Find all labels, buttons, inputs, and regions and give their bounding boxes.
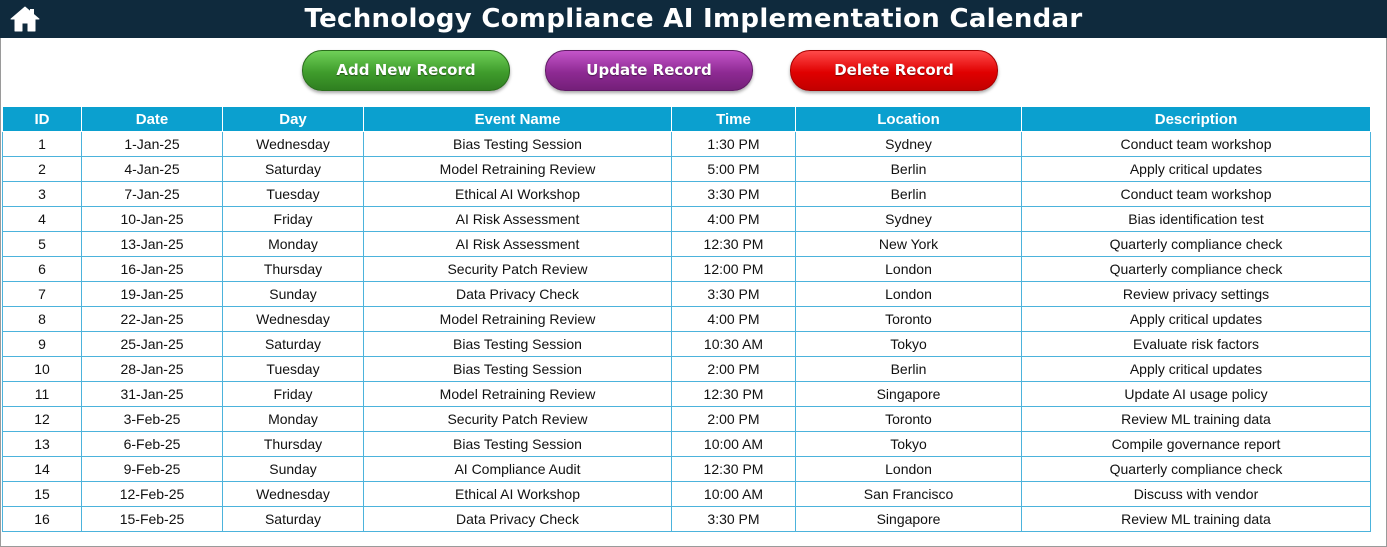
- cell-time[interactable]: 2:00 PM: [672, 357, 796, 382]
- update-record-button[interactable]: Update Record: [545, 50, 753, 91]
- cell-id[interactable]: 6: [3, 257, 82, 282]
- table-body: [3, 132, 1371, 532]
- cell-description[interactable]: Quarterly compliance check: [1022, 457, 1371, 482]
- cell-id[interactable]: 10: [3, 357, 82, 382]
- cell-location[interactable]: Singapore: [796, 507, 1022, 532]
- cell-description[interactable]: Conduct team workshop: [1022, 182, 1371, 207]
- cell-day[interactable]: Thursday: [223, 432, 364, 457]
- cell-day[interactable]: Thursday: [223, 257, 364, 282]
- cell-location[interactable]: Berlin: [796, 182, 1022, 207]
- cell-location[interactable]: Sydney: [796, 207, 1022, 232]
- cell-description[interactable]: Quarterly compliance check: [1022, 232, 1371, 257]
- cell-time[interactable]: 10:00 AM: [672, 482, 796, 507]
- cell-day[interactable]: Wednesday: [223, 482, 364, 507]
- cell-location[interactable]: Singapore: [796, 382, 1022, 407]
- cell-day[interactable]: Saturday: [223, 157, 364, 182]
- title-bar: [0, 0, 1387, 38]
- cell-day[interactable]: Friday: [223, 382, 364, 407]
- cell-location[interactable]: Berlin: [796, 157, 1022, 182]
- cell-day[interactable]: Tuesday: [223, 357, 364, 382]
- cell-id[interactable]: 9: [3, 332, 82, 357]
- cell-date[interactable]: 28-Jan-25: [82, 357, 223, 382]
- cell-time[interactable]: 1:30 PM: [672, 132, 796, 157]
- page-title: Technology Compliance AI Implementation Calendar: [304, 4, 1083, 34]
- column-header-day[interactable]: Day: [223, 107, 364, 132]
- cell-id[interactable]: 5: [3, 232, 82, 257]
- cell-time[interactable]: 10:00 AM: [672, 432, 796, 457]
- cell-location[interactable]: London: [796, 282, 1022, 307]
- cell-day[interactable]: Saturday: [223, 332, 364, 357]
- cell-event-name[interactable]: Model Retraining Review: [364, 157, 672, 182]
- cell-location[interactable]: Toronto: [796, 407, 1022, 432]
- delete-record-button[interactable]: Delete Record: [790, 50, 998, 91]
- cell-id[interactable]: 1: [3, 132, 82, 157]
- cell-description[interactable]: Apply critical updates: [1022, 157, 1371, 182]
- table-row[interactable]: [3, 332, 1371, 357]
- cell-date[interactable]: 19-Jan-25: [82, 282, 223, 307]
- column-header-time[interactable]: Time: [672, 107, 796, 132]
- cell-day[interactable]: Tuesday: [223, 182, 364, 207]
- cell-event-name[interactable]: AI Compliance Audit: [364, 457, 672, 482]
- cell-id[interactable]: 16: [3, 507, 82, 532]
- cell-time[interactable]: 12:30 PM: [672, 457, 796, 482]
- column-header-date[interactable]: Date: [82, 107, 223, 132]
- column-header-description[interactable]: Description: [1022, 107, 1371, 132]
- cell-id[interactable]: 2: [3, 157, 82, 182]
- cell-location[interactable]: London: [796, 457, 1022, 482]
- table-row[interactable]: [3, 382, 1371, 407]
- home-button[interactable]: [8, 4, 42, 34]
- cell-day[interactable]: Wednesday: [223, 307, 364, 332]
- table-row[interactable]: [3, 357, 1371, 382]
- cell-time[interactable]: 3:30 PM: [672, 182, 796, 207]
- column-header-event-name[interactable]: Event Name: [364, 107, 672, 132]
- table-row[interactable]: [3, 307, 1371, 332]
- table-row[interactable]: [3, 257, 1371, 282]
- cell-id[interactable]: 8: [3, 307, 82, 332]
- cell-time[interactable]: 3:30 PM: [672, 282, 796, 307]
- table-row[interactable]: [3, 457, 1371, 482]
- cell-id[interactable]: 4: [3, 207, 82, 232]
- table-row[interactable]: [3, 182, 1371, 207]
- cell-date[interactable]: 22-Jan-25: [82, 307, 223, 332]
- cell-time[interactable]: 12:00 PM: [672, 257, 796, 282]
- cell-date[interactable]: 16-Jan-25: [82, 257, 223, 282]
- cell-description[interactable]: Quarterly compliance check: [1022, 257, 1371, 282]
- cell-location[interactable]: Tokyo: [796, 332, 1022, 357]
- cell-id[interactable]: 14: [3, 457, 82, 482]
- cell-date[interactable]: 13-Jan-25: [82, 232, 223, 257]
- cell-location[interactable]: Berlin: [796, 357, 1022, 382]
- cell-date[interactable]: 25-Jan-25: [82, 332, 223, 357]
- cell-date[interactable]: 7-Jan-25: [82, 182, 223, 207]
- cell-time[interactable]: 4:00 PM: [672, 207, 796, 232]
- table-row[interactable]: [3, 407, 1371, 432]
- column-header-id[interactable]: ID: [3, 107, 82, 132]
- cell-id[interactable]: 13: [3, 432, 82, 457]
- cell-location[interactable]: Tokyo: [796, 432, 1022, 457]
- cell-description[interactable]: Evaluate risk factors: [1022, 332, 1371, 357]
- cell-event-name[interactable]: Bias Testing Session: [364, 357, 672, 382]
- cell-location[interactable]: Toronto: [796, 307, 1022, 332]
- cell-description[interactable]: Discuss with vendor: [1022, 482, 1371, 507]
- cell-time[interactable]: 3:30 PM: [672, 507, 796, 532]
- cell-day[interactable]: Sunday: [223, 282, 364, 307]
- cell-date[interactable]: 1-Jan-25: [82, 132, 223, 157]
- cell-time[interactable]: 2:00 PM: [672, 407, 796, 432]
- cell-day[interactable]: Monday: [223, 407, 364, 432]
- cell-day[interactable]: Sunday: [223, 457, 364, 482]
- records-table: [2, 106, 1371, 532]
- table-row[interactable]: [3, 482, 1371, 507]
- table-row[interactable]: [3, 282, 1371, 307]
- cell-date[interactable]: 6-Feb-25: [82, 432, 223, 457]
- cell-event-name[interactable]: Data Privacy Check: [364, 507, 672, 532]
- cell-id[interactable]: 3: [3, 182, 82, 207]
- cell-description[interactable]: Bias identification test: [1022, 207, 1371, 232]
- table-row[interactable]: [3, 207, 1371, 232]
- cell-date[interactable]: 12-Feb-25: [82, 482, 223, 507]
- cell-description[interactable]: Compile governance report: [1022, 432, 1371, 457]
- cell-time[interactable]: 4:00 PM: [672, 307, 796, 332]
- cell-date[interactable]: 10-Jan-25: [82, 207, 223, 232]
- cell-id[interactable]: 15: [3, 482, 82, 507]
- home-icon: [8, 4, 42, 34]
- cell-date[interactable]: 15-Feb-25: [82, 507, 223, 532]
- cell-location[interactable]: New York: [796, 232, 1022, 257]
- cell-location[interactable]: San Francisco: [796, 482, 1022, 507]
- cell-location[interactable]: Sydney: [796, 132, 1022, 157]
- cell-time[interactable]: 5:00 PM: [672, 157, 796, 182]
- table-row[interactable]: [3, 432, 1371, 457]
- cell-location[interactable]: London: [796, 257, 1022, 282]
- cell-day[interactable]: Friday: [223, 207, 364, 232]
- cell-event-name[interactable]: Data Privacy Check: [364, 282, 672, 307]
- column-header-location[interactable]: Location: [796, 107, 1022, 132]
- cell-day[interactable]: Monday: [223, 232, 364, 257]
- add-new-record-button[interactable]: Add New Record: [302, 50, 510, 91]
- table-header-row: [3, 107, 1371, 132]
- cell-description[interactable]: Review privacy settings: [1022, 282, 1371, 307]
- table-row[interactable]: [3, 132, 1371, 157]
- cell-description[interactable]: Update AI usage policy: [1022, 382, 1371, 407]
- cell-event-name[interactable]: Bias Testing Session: [364, 432, 672, 457]
- cell-event-name[interactable]: Ethical AI Workshop: [364, 182, 672, 207]
- cell-event-name[interactable]: Security Patch Review: [364, 257, 672, 282]
- cell-event-name[interactable]: AI Risk Assessment: [364, 232, 672, 257]
- cell-id[interactable]: 12: [3, 407, 82, 432]
- cell-event-name[interactable]: AI Risk Assessment: [364, 207, 672, 232]
- cell-event-name[interactable]: Ethical AI Workshop: [364, 482, 672, 507]
- cell-event-name[interactable]: Model Retraining Review: [364, 382, 672, 407]
- cell-date[interactable]: 4-Jan-25: [82, 157, 223, 182]
- cell-time[interactable]: 10:30 AM: [672, 332, 796, 357]
- cell-date[interactable]: 9-Feb-25: [82, 457, 223, 482]
- cell-date[interactable]: 3-Feb-25: [82, 407, 223, 432]
- cell-event-name[interactable]: Bias Testing Session: [364, 332, 672, 357]
- cell-id[interactable]: 11: [3, 382, 82, 407]
- cell-description[interactable]: Apply critical updates: [1022, 307, 1371, 332]
- table-row[interactable]: [3, 232, 1371, 257]
- table-row[interactable]: [3, 157, 1371, 182]
- cell-description[interactable]: Review ML training data: [1022, 507, 1371, 532]
- cell-description[interactable]: Conduct team workshop: [1022, 132, 1371, 157]
- cell-event-name[interactable]: Bias Testing Session: [364, 132, 672, 157]
- cell-time[interactable]: 12:30 PM: [672, 382, 796, 407]
- cell-date[interactable]: 31-Jan-25: [82, 382, 223, 407]
- cell-id[interactable]: 7: [3, 282, 82, 307]
- cell-event-name[interactable]: Security Patch Review: [364, 407, 672, 432]
- cell-time[interactable]: 12:30 PM: [672, 232, 796, 257]
- cell-description[interactable]: Apply critical updates: [1022, 357, 1371, 382]
- cell-day[interactable]: Saturday: [223, 507, 364, 532]
- cell-event-name[interactable]: Model Retraining Review: [364, 307, 672, 332]
- cell-description[interactable]: Review ML training data: [1022, 407, 1371, 432]
- table-row[interactable]: [3, 507, 1371, 532]
- cell-day[interactable]: Wednesday: [223, 132, 364, 157]
